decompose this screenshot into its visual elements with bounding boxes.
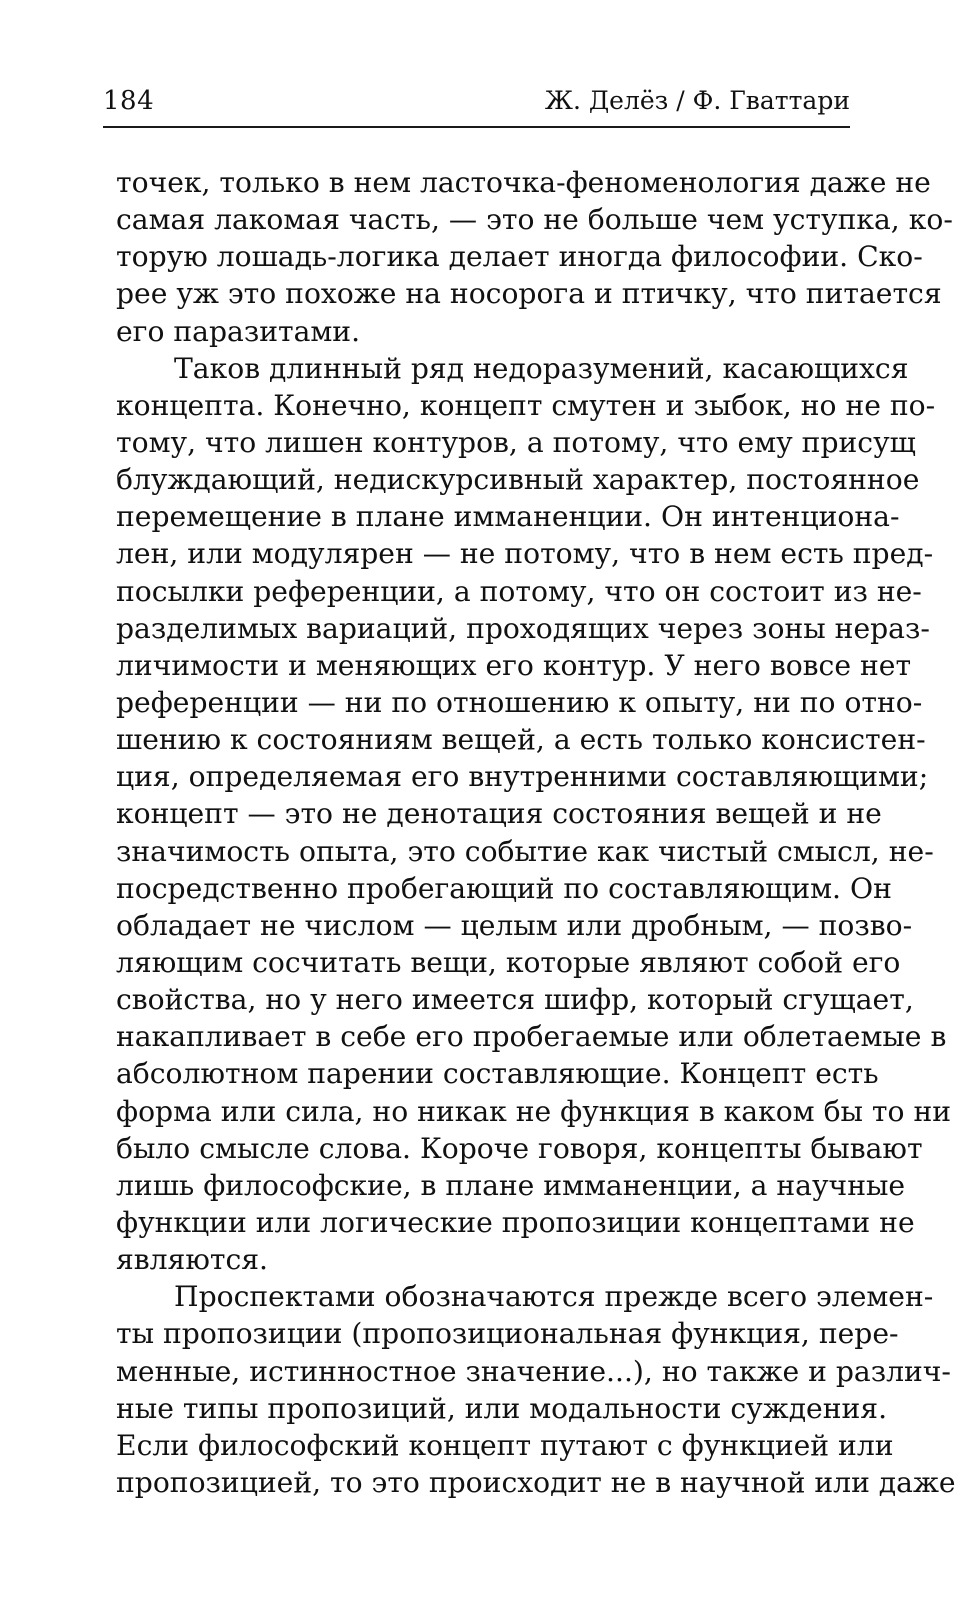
- text-line: его паразитами.: [116, 314, 361, 348]
- page-header: [103, 86, 850, 128]
- text-line: ты пропозиции (пропозициональная функция, пере-: [116, 1317, 899, 1351]
- text-line: референции — ни по отношению к опыту, ни по отно-: [116, 685, 923, 719]
- text-line: являются.: [116, 1243, 269, 1277]
- text-line: посылки референции, а потому, что он состоит из не-: [116, 574, 922, 608]
- text-line: самая лакомая часть, — это не больше чем уступка, ко-: [116, 203, 953, 237]
- body-text: [116, 164, 956, 1501]
- text-line: блуждающий, недискурсивный характер, постоянное: [116, 463, 920, 497]
- text-line: значимость опыта, это событие как чистый смысл, не-: [116, 834, 934, 868]
- text-line: разделимых вариаций, проходящих через зоны нераз-: [116, 611, 930, 645]
- text-line: абсолютном парении составляющие. Концепт есть: [116, 1057, 879, 1091]
- text-line: лен, или модулярен — не потому, что в нем есть пред-: [116, 537, 934, 571]
- text-line: свойства, но у него имеется шифр, который сгущает,: [116, 983, 914, 1017]
- paragraph: [116, 350, 952, 1279]
- paragraph: [116, 1278, 956, 1501]
- text-line: тому, что лишен контуров, а потому, что ему присущ: [116, 425, 916, 459]
- text-line: перемещение в плане имманенции. Он интенциона-: [116, 500, 900, 534]
- text-line: Проспектами обозначаются прежде всего элемен-: [174, 1280, 934, 1314]
- text-line: ция, определяемая его внутренними составляющими;: [116, 760, 929, 794]
- text-line: точек, только в нем ласточка-феноменология даже не: [116, 166, 931, 199]
- text-line: лишь философские, в плане имманенции, а научные: [116, 1168, 906, 1202]
- text-line: шению к состояниям вещей, а есть только консистен-: [116, 723, 926, 757]
- text-line: ляющим сосчитать вещи, которые являют собой его: [116, 945, 901, 979]
- text-line: посредственно пробегающий по составляющим. Он: [116, 871, 892, 905]
- text-line: Если философский концепт путают с функцией или: [116, 1428, 894, 1462]
- text-line: торую лошадь-логика делает иногда философии. Ско-: [116, 240, 923, 274]
- text-line: концепта. Конечно, концепт смутен и зыбок, но не по-: [116, 388, 936, 422]
- text-line: форма или сила, но никак не функция в каком бы то ни: [116, 1094, 952, 1128]
- text-line: ные типы пропозиций, или модальности суждения.: [116, 1391, 888, 1425]
- text-line: пропозицией, то это происходит не в научной или даже: [116, 1465, 956, 1499]
- text-line: личимости и меняющих его контур. У него вовсе нет: [116, 648, 912, 682]
- text-line: менные, истинностное значение...), но также и различ-: [116, 1354, 951, 1388]
- text-line: накапливает в себе его пробегаемые или облетаемые в: [116, 1020, 947, 1054]
- text-line: обладает не числом — целым или дробным, — позво-: [116, 908, 913, 942]
- running-head-authors: Ж. Делёз / Ф. Гваттари: [544, 86, 850, 115]
- text-line: функции или логические пропозиции концептами не: [116, 1205, 915, 1239]
- text-line: было смысле слова. Короче говоря, концепты бывают: [116, 1131, 923, 1165]
- text-line: Таков длинный ряд недоразумений, касающихся: [174, 351, 909, 385]
- text-line: рее уж это похоже на носорога и птичку, что питается: [116, 277, 942, 311]
- paragraph: [116, 164, 953, 350]
- text-line: концепт — это не денотация состояния вещей и не: [116, 797, 882, 831]
- page-number: 184: [103, 86, 155, 116]
